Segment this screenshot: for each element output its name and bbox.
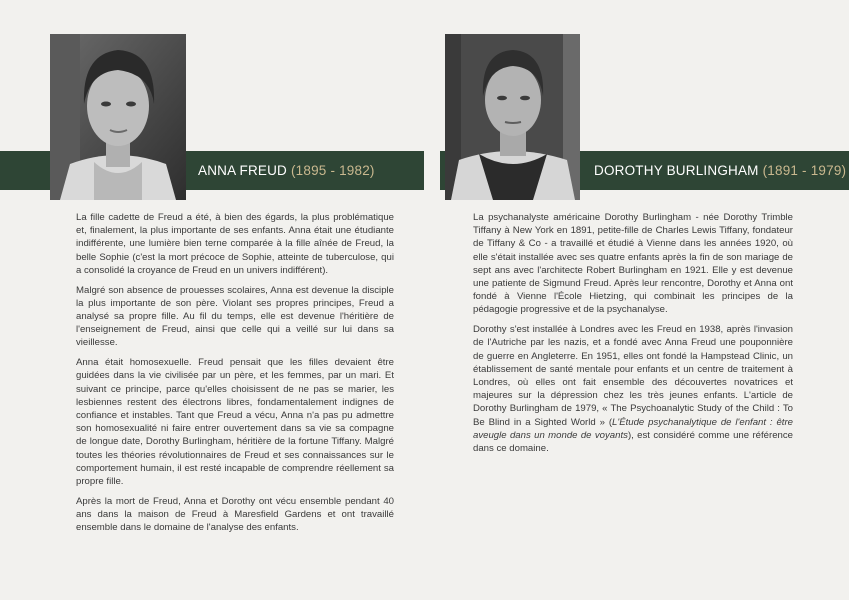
bio-italic-title: L'Étude psychanalytique de l'enfant : être aveugle dans un monde de voyants: [473, 416, 794, 441]
bio-paragraph: La fille cadette de Freud a été, à bien des égards, la plus problématique et, finalement, la plus importante de ses enfants. Anna était une étudiante indifférente, une lumière bien terne comparée à la fille aînée de Freud, la belle Sophie (c'est la mort précoce de Sophie, atteinte de tuberculose, qui a consolidé la croyance de Freud en un univers indifférent).: [76, 212, 394, 276]
dorothy-burlingham-bio: [473, 211, 793, 462]
anna-freud-dates: (1895 - 1982): [290, 163, 375, 178]
anna-freud-name: ANNA FREUD: [198, 163, 288, 178]
dorothy-burlingham-name: DOROTHY BURLINGHAM: [594, 163, 759, 178]
dorothy-burlingham-heading: [594, 159, 846, 183]
bio-paragraph: La psychanalyste américaine Dorothy Burlingham - née Dorothy Trimble Tiffany à New York en 1891, petite-fille de Charles Lewis Tiffany, fondateur de Tiffany & Co - a travaillé et étudié à Vienne dans les années 1920, où elle s'était installée avec ses quatre enfants après la fin de son mariage de sept ans avec l'architecte Robert Burlingham en 1921. Elle y est devenue une patiente de Sigmund Freud. Après leur rencontre, Dorothy et Anna ont fondé à Vienne l'École Hietzing, qui combinait les principes de la pédagogie progressive et de la psychanalyse.: [473, 212, 793, 316]
bio-paragraph: Anna était homosexuelle. Freud pensait que les filles devaient être guidées dans la vie civilisée par un père, et les femmes, par un mari. Et suivant ce principe, parce qu'elles choisissent de ne pas se marier, les lesbiennes restent des électrons libres, fondamentalement indignes de confiance et instables. Tant que Freud a vécu, Anna n'a pas pu admettre son homosexualité ni faire entrer ouvertement dans sa vie sa compagne de longue date, Dorothy Burlingham, héritière de la fortune Tiffany. Malgré toutes les théories révolutionnaires de Freud et ses connaissances sur le comportement humain, il est resté incapable de comprendre réellement sa propre fille.: [76, 357, 394, 488]
anna-freud-heading: [198, 159, 375, 183]
bio-text: ), est considéré comme une référence dans ce domaine.: [473, 429, 793, 455]
anna-freud-photo: [50, 34, 186, 200]
anna-freud-bio: [76, 211, 394, 541]
bio-paragraph: Malgré son absence de prouesses scolaires, Anna est devenue la disciple la plus importante de son père. Violant ses propres principes, Freud a analysé sa propre fille. Au fil du temps, elle est devenue l'héritière de l'enseignement de Freud, ainsi que celle qui a veillé sur lui dans sa vieillesse.: [76, 284, 394, 349]
bio-text: Dorothy s'est installée à Londres avec les Freud en 1938, après l'invasion de l'Autriche par les nazis, et a fondé avec Anna Freud une pouponnière de guerre en Angleterre. En 1951, elles ont fondé la Hampstead Clinic, un établissement de santé mentale pour enfants et un centre de traitement à Londres, où elles ont fait ensemble des découvertes novatrices et majeures sur la dépression chez les très jeunes enfants. L'article de Dorothy Burlingham de 1979, « The Psychoanalytic Study of the Child : To Be Blind in a Sighted World » (: [473, 324, 793, 428]
dorothy-burlingham-dates: (1891 - 1979): [762, 163, 847, 178]
dorothy-burlingham-photo: [445, 34, 580, 200]
bio-paragraph: Après la mort de Freud, Anna et Dorothy ont vécu ensemble pendant 40 ans dans la maison de Freud à Maresfield Gardens et ont travaillé ensemble dans le domaine de l'analyse des enfants.: [76, 495, 394, 534]
bio-paragraph: [473, 323, 793, 455]
